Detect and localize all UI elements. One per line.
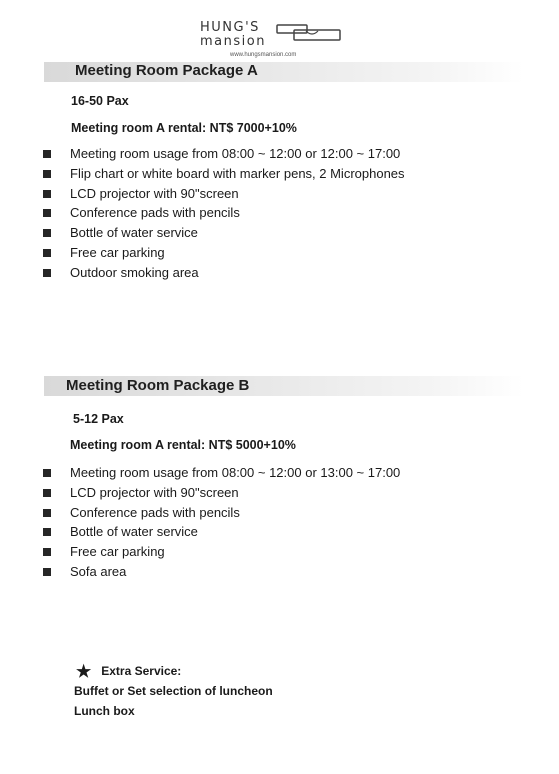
list-item: Bottle of water service <box>42 522 400 542</box>
package-b-amenities-list <box>42 463 400 582</box>
square-bullet-icon <box>43 269 51 277</box>
package-a-amenities-list <box>42 144 405 283</box>
square-bullet-icon <box>43 190 51 198</box>
logo-text-line2: mansion <box>200 34 266 49</box>
package-b-title: Meeting Room Package B <box>66 377 250 394</box>
square-bullet-icon <box>43 528 51 536</box>
list-item: LCD projector with 90"screen <box>42 184 405 204</box>
package-b-rental: Meeting room A rental: NT$ 5000+10% <box>70 438 296 452</box>
square-bullet-icon <box>43 249 51 257</box>
square-bullet-icon <box>43 229 51 237</box>
square-bullet-icon <box>43 150 51 158</box>
package-a-capacity: 16-50 Pax <box>71 94 129 108</box>
list-item: Outdoor smoking area <box>42 263 405 283</box>
extra-service-heading: ★ Extra Service: <box>76 662 182 681</box>
square-bullet-icon <box>43 469 51 477</box>
square-bullet-icon <box>43 548 51 556</box>
list-item: Conference pads with pencils <box>42 203 405 223</box>
list-item: Sofa area <box>42 562 400 582</box>
square-bullet-icon <box>43 509 51 517</box>
list-item: Bottle of water service <box>42 223 405 243</box>
package-a-title: Meeting Room Package A <box>75 62 258 79</box>
star-icon: ★ <box>76 662 92 681</box>
list-item: Free car parking <box>42 243 405 263</box>
package-b-capacity: 5-12 Pax <box>73 412 124 426</box>
list-item: Meeting room usage from 08:00 ~ 12:00 or 12:00 ~ 17:00 <box>42 144 405 164</box>
logo-url: www.hungsmansion.com <box>230 52 297 58</box>
list-item: Free car parking <box>42 542 400 562</box>
list-item: Conference pads with pencils <box>42 503 400 523</box>
logo-text-line1: HUNG'S <box>200 20 260 35</box>
extra-service-item: Lunch box <box>74 704 135 718</box>
logo-mark-icon <box>276 23 344 43</box>
square-bullet-icon <box>43 170 51 178</box>
package-a-rental: Meeting room A rental: NT$ 7000+10% <box>71 121 297 135</box>
list-item: Flip chart or white board with marker pens, 2 Microphones <box>42 164 405 184</box>
square-bullet-icon <box>43 489 51 497</box>
square-bullet-icon <box>43 209 51 217</box>
extra-service-item: Buffet or Set selection of luncheon <box>74 684 273 698</box>
list-item: LCD projector with 90"screen <box>42 483 400 503</box>
hungs-mansion-logo <box>196 20 346 64</box>
square-bullet-icon <box>43 568 51 576</box>
list-item: Meeting room usage from 08:00 ~ 12:00 or 13:00 ~ 17:00 <box>42 463 400 483</box>
